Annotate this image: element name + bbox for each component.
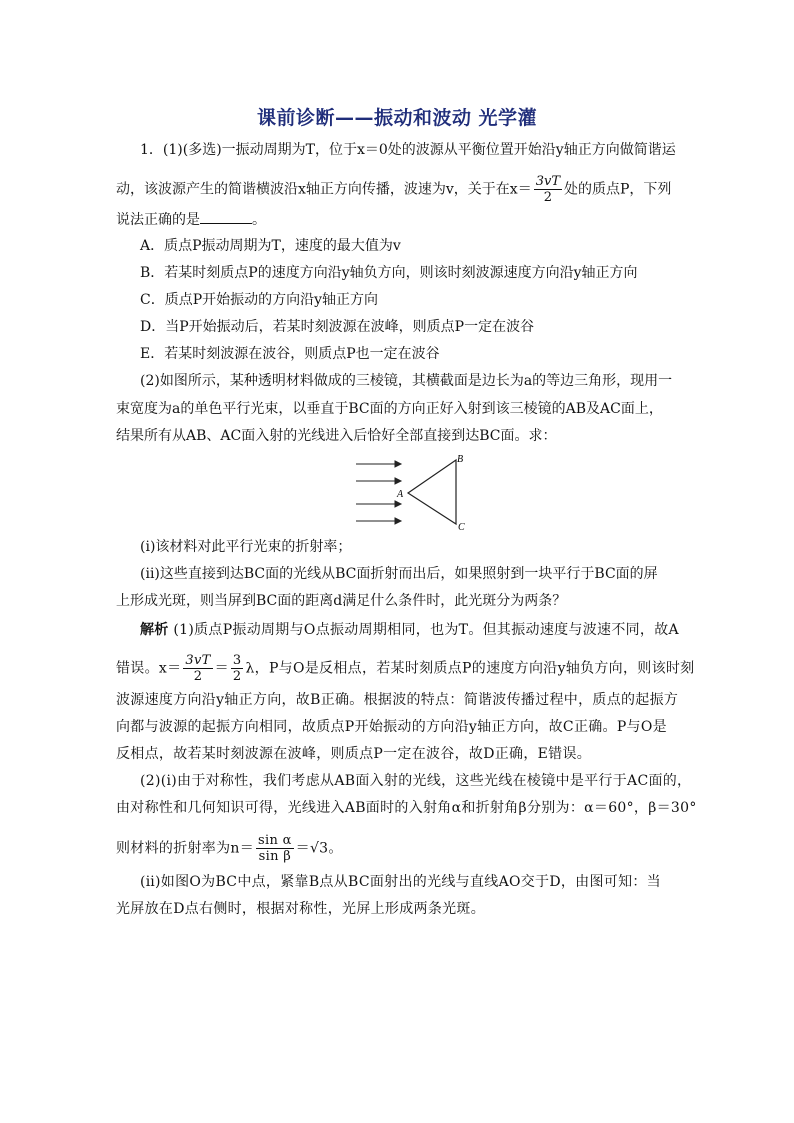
fraction-denominator: 2 <box>193 669 203 684</box>
fraction-3-over-2 <box>231 653 244 684</box>
fraction-3vt-over-2-solution <box>183 653 212 684</box>
solution-label: 解析 <box>140 622 169 638</box>
fraction-numerator: 3vT <box>535 174 560 189</box>
q1-part2-sub2-line1: (ⅱ)这些直接到达BC面的光线从BC面折射而出后，如果照射到一块平行于BC面的屏 <box>140 566 658 582</box>
option-a: A．质点P振动周期为T，速度的最大值为v <box>140 238 401 254</box>
arrow-head-4 <box>395 518 401 524</box>
arrow-head-2 <box>395 478 401 484</box>
prism-figure <box>350 452 480 534</box>
option-d: D．当P开始振动后，若某时刻波源在波峰，则质点P一定在波谷 <box>140 319 535 335</box>
fraction-sin-alpha-over-sin-beta <box>256 833 294 864</box>
solution-line2-pre: 错误。x＝ <box>116 660 182 677</box>
q1-part1-line2-pre: 动，该波源产生的简谐横波沿x轴正方向传播，波速为v，关于在x＝ <box>116 181 532 198</box>
solution-line2 <box>116 653 695 684</box>
solution-line5: 反相点，故若某时刻波源在波峰，则质点P一定在波谷，故D正确，E错误。 <box>116 746 592 762</box>
fraction-denominator: 2 <box>543 190 552 205</box>
fraction-denominator: sin β <box>258 849 292 864</box>
arrow-head-1 <box>395 461 401 467</box>
solution-line1 <box>140 620 678 640</box>
q1-part1-line3-pre: 说法正确的是 <box>116 212 200 228</box>
fraction-numerator: 3 <box>232 653 242 668</box>
q1-part1-line2-post: 处的质点P，下列 <box>564 181 672 198</box>
q1-part2-line2: 束宽度为a的单色平行光束，以垂直于BC面的方向正好入射到该三棱镜的AB及AC面上， <box>116 401 663 417</box>
q1-part1-line1: 1．(1)(多选)一振动周期为T，位于x＝0处的波源从平衡位置开始沿y轴正方向做简谐运 <box>140 142 676 158</box>
fraction-numerator: 3vT <box>185 653 211 668</box>
arrow-head-3 <box>395 501 401 507</box>
answer-blank[interactable] <box>200 211 252 224</box>
q1-part2-sub1: (ⅰ)该材料对此平行光束的折射率； <box>140 539 352 555</box>
solution-line8-pre: 则材料的折射率为n＝ <box>116 840 255 857</box>
q1-part1-line3 <box>116 210 678 230</box>
solution-line7: 由对称性和几何知识可得，光线进入AB面时的入射角α和折射角β分别为：α＝60°，β＝30° <box>116 800 697 816</box>
solution-line2-post: λ，P与O是反相点，若某时刻质点P的速度方向沿y轴负方向，则该时刻 <box>245 660 695 677</box>
q1-part1-line2 <box>116 174 678 205</box>
solution-line1-text: (1)质点P振动周期与O点振动周期相同，也为T。但其振动速度与波速不同，故A <box>168 622 679 638</box>
q1-part2-line1: (2)如图所示，某种透明材料做成的三棱镜，其横截面是边长为a的等边三角形，现用一 <box>140 373 673 389</box>
option-b: B．若某时刻质点P的速度方向沿y轴负方向，则该时刻波源速度方向沿y轴正方向 <box>140 265 638 281</box>
q1-part2-sub2-line2: 上形成光斑，则当屏到BC面的距离d满足什么条件时，此光斑分为两条？ <box>116 593 567 609</box>
solution-line6: (2)(ⅰ)由于对称性，我们考虑从AB面入射的光线，这些光线在棱镜中是平行于AC面的， <box>140 773 692 789</box>
vertex-label-a: A <box>397 489 404 500</box>
q1-part2-line3: 结果所有从AB、AC面入射的光线进入后恰好全部直接到达BC面。求： <box>116 428 557 444</box>
solution-line9: (ⅱ)如图O为BC中点，紧靠B点从BC面射出的光线与直线AO交于D，由图可知：当 <box>140 874 661 890</box>
solution-line3: 波源速度方向沿y轴正方向，故B正确。根据波的特点：简谐波传播过程中，质点的起振方 <box>116 692 679 708</box>
solution-line8 <box>116 833 678 864</box>
fraction-3vt-over-2 <box>534 174 562 205</box>
vertex-label-c: C <box>458 522 465 533</box>
option-c: C．质点P开始振动的方向沿y轴正方向 <box>140 292 379 308</box>
vertex-label-b: B <box>457 454 464 465</box>
page-title: 课前诊断——振动和波动 光学灌 <box>256 107 538 129</box>
solution-line2-eq: ＝ <box>214 660 229 677</box>
solution-line10: 光屏放在D点右侧时，根据对称性，光屏上形成两条光斑。 <box>116 901 486 917</box>
fraction-numerator: sin α <box>258 833 292 848</box>
option-e: E．若某时刻波源在波谷，则质点P也一定在波谷 <box>140 346 440 362</box>
q1-part1-line3-post: 。 <box>252 212 266 228</box>
prism-triangle <box>408 460 456 524</box>
solution-line4: 向都与波源的起振方向相同，故质点P开始振动的方向沿y轴正方向，故C正确。P与O是 <box>116 719 667 735</box>
solution-line8-post: ＝√3。 <box>295 840 343 857</box>
fraction-denominator: 2 <box>232 669 242 684</box>
